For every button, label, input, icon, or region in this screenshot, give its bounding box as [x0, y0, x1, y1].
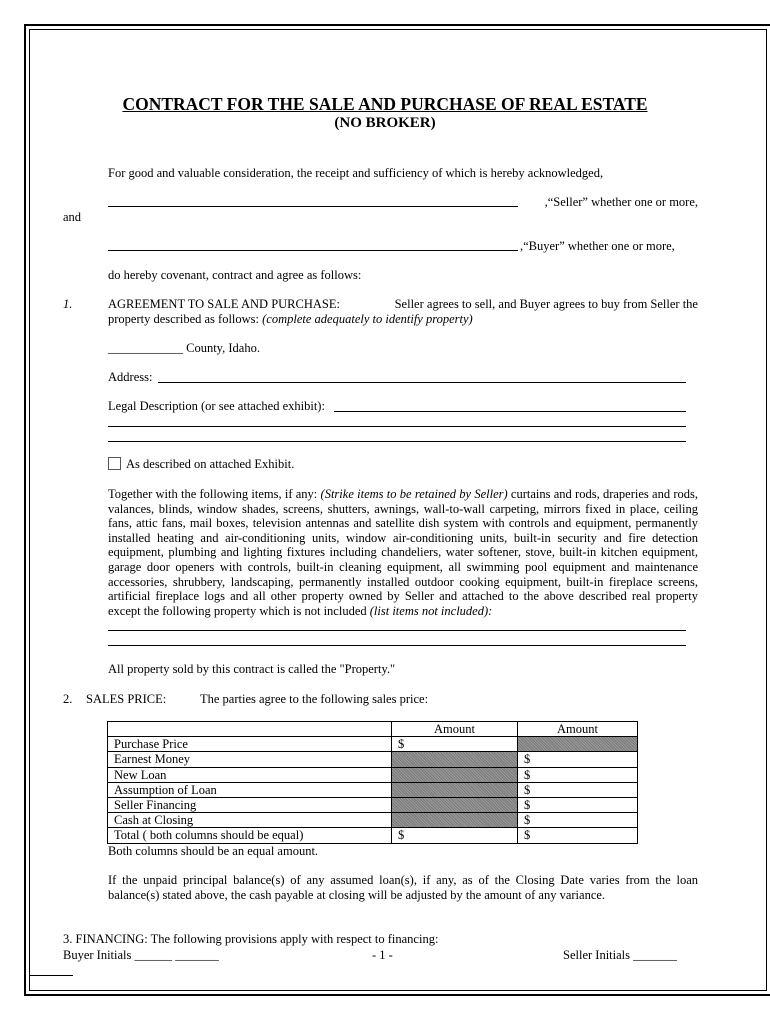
- section1-number: 1.: [63, 297, 73, 311]
- loan-variance-paragraph: If the unpaid principal balance(s) of any assumed loan(s), if any, as of the Closing Date varies from the loan balance(s) stated above, the cash payable at closing will be adjusted by the amount of any variance.: [108, 873, 698, 902]
- row-label: Assumption of Loan: [108, 782, 392, 797]
- legal-description-line-2[interactable]: [108, 426, 686, 427]
- row-label: New Loan: [108, 767, 392, 782]
- seller-name-line[interactable]: [108, 206, 518, 207]
- amount-cell[interactable]: $: [518, 797, 638, 812]
- table-row: [108, 737, 638, 752]
- covenant-text: do hereby covenant, contract and agree as follows:: [108, 268, 362, 282]
- equal-columns-note: Both columns should be an equal amount.: [108, 844, 319, 858]
- exhibit-checkbox[interactable]: [108, 457, 121, 470]
- document-subtitle: (NO BROKER): [334, 115, 436, 131]
- table-row: [108, 752, 638, 767]
- shaded-cell: [392, 767, 518, 782]
- address-label: Address:: [108, 370, 153, 384]
- section3-heading: 3. FINANCING: The following provisions apply with respect to financing:: [63, 932, 439, 946]
- amount-cell[interactable]: $: [518, 752, 638, 767]
- table-row: [108, 813, 638, 828]
- consideration-text: For good and valuable consideration, the receipt and sufficiency of which is hereby acknowledged,: [108, 166, 604, 180]
- county-blank[interactable]: ____________: [108, 341, 183, 355]
- row-label: Total ( both columns should be equal): [108, 828, 392, 843]
- section2-heading: SALES PRICE:: [86, 692, 167, 706]
- row-label: Cash at Closing: [108, 813, 392, 828]
- included-items-paragraph: Together with the following items, if any: (Strike items to be retained by Seller) curtains and rods, draperies and rods, valances, blinds, window shades, screens, shutters, awnings, wall-to-wall carpeting, mirrors fixed in place, ceiling fans, attic fans, mail boxes, television antennas and satellite dish system with controls and equipment, permanently installed heating and air-conditioning units, window air-conditioning units, built-in security and fire detection equipment, plumbing and lighting fixtures including chandeliers, water softener, stove, built-in kitchen equipment, garage door openers with controls, built-in cleaning equipment, all swimming pool equipment and maintenance accessories, shrubbery, landscaping, permanently installed outdoor cooking equipment, built-in fireplace screens, artificial fireplace logs and all other property owned by Seller and attached to the above described real property except the following property which is not included (list items not included):: [108, 487, 698, 618]
- legal-description-line-3[interactable]: [108, 441, 686, 442]
- section2-text: The parties agree to the following sales price:: [200, 692, 429, 706]
- table-row: [108, 782, 638, 797]
- shaded-cell: [392, 782, 518, 797]
- shaded-cell: [392, 752, 518, 767]
- amount-cell[interactable]: $: [518, 767, 638, 782]
- document-title: CONTRACT FOR THE SALE AND PURCHASE OF REAL ESTATE: [122, 94, 648, 114]
- amount-cell[interactable]: $: [518, 828, 638, 843]
- property-definition: All property sold by this contract is called the "Property.": [108, 662, 396, 676]
- page-number: - 1 -: [372, 948, 393, 962]
- county-line: ____________ County, Idaho.: [108, 341, 260, 355]
- amount-cell[interactable]: $: [392, 828, 518, 843]
- seller-label: ,“Seller” whether one or more,: [544, 195, 698, 209]
- sales-price-table: [107, 721, 638, 844]
- seller-initials[interactable]: Seller Initials _______: [563, 948, 677, 962]
- address-line[interactable]: [158, 382, 686, 383]
- footer-rule: [29, 975, 73, 976]
- shaded-cell: [518, 737, 638, 752]
- exhibit-label: As described on attached Exhibit.: [126, 457, 295, 471]
- amount-cell[interactable]: $: [518, 782, 638, 797]
- section1-text-a: Seller agrees to sell, and Buyer agrees to buy from Seller the: [394, 297, 698, 311]
- table-row: [108, 828, 638, 843]
- and-text: and: [63, 210, 82, 224]
- section2-number: 2.: [63, 692, 73, 706]
- shaded-cell: [392, 797, 518, 812]
- shaded-cell: [392, 813, 518, 828]
- excluded-items-line-2[interactable]: [108, 645, 686, 646]
- table-header-cell: Amount: [392, 722, 518, 737]
- table-header-cell: Amount: [518, 722, 638, 737]
- table-header-row: [108, 722, 638, 737]
- amount-cell[interactable]: $: [392, 737, 518, 752]
- buyer-label: ,“Buyer” whether one or more,: [520, 239, 675, 253]
- table-header-cell: [108, 722, 392, 737]
- table-row: [108, 767, 638, 782]
- legal-description-label: Legal Description (or see attached exhibit):: [108, 399, 325, 413]
- legal-description-line-1[interactable]: [334, 411, 686, 412]
- buyer-name-line[interactable]: [108, 250, 518, 251]
- row-label: Earnest Money: [108, 752, 392, 767]
- buyer-initials[interactable]: Buyer Initials ______ _______: [63, 948, 219, 962]
- table-row: [108, 797, 638, 812]
- row-label: Purchase Price: [108, 737, 392, 752]
- section1-heading: AGREEMENT TO SALE AND PURCHASE:: [108, 297, 340, 311]
- excluded-items-line-1[interactable]: [108, 630, 686, 631]
- section1-text-b: property described as follows: (complete adequately to identify property): [108, 312, 473, 326]
- amount-cell[interactable]: $: [518, 813, 638, 828]
- row-label: Seller Financing: [108, 797, 392, 812]
